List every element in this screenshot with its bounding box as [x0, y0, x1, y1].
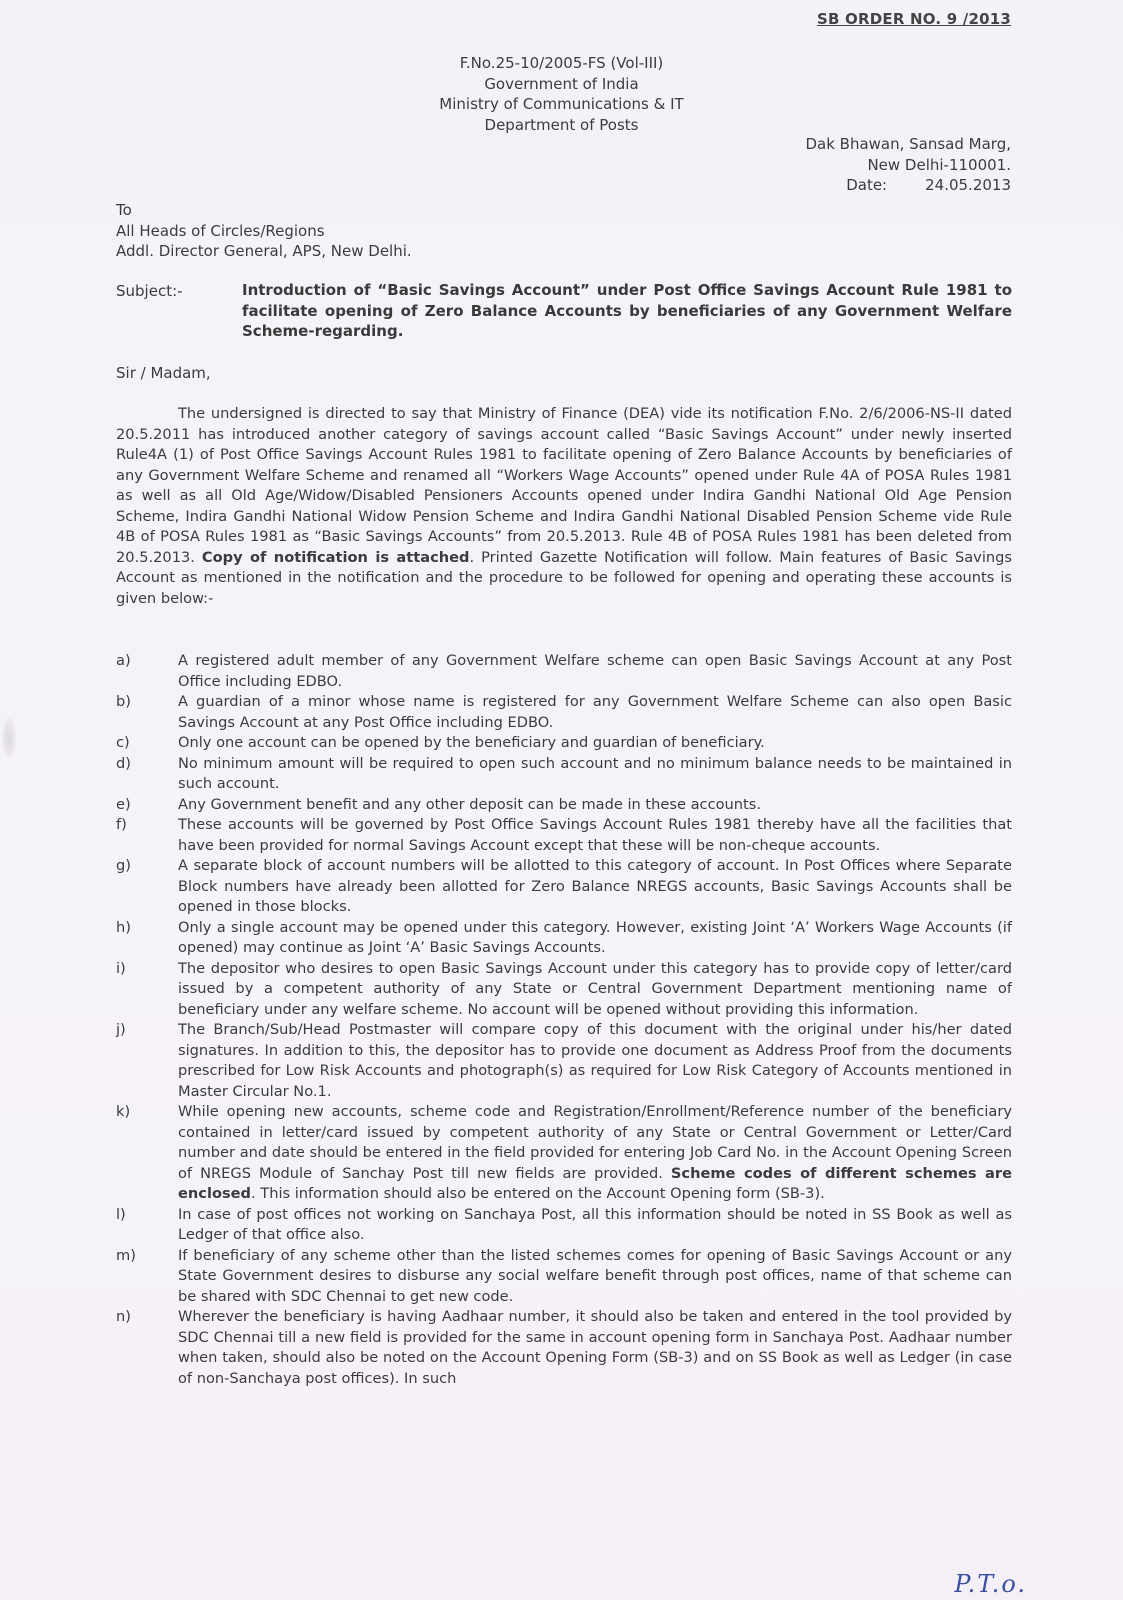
- item-text-before: While opening new accounts, scheme code and Registration/Enrollment/Reference number of the beneficiary contained in letter/card issued by competent authority of any State or Central Government or Letter/Card number and date should be entered in the field provided for entering Job Card No. in the Account Opening Screen of NREGS Module of Sanchay Post till new fields are provided.: [178, 1103, 1012, 1182]
- list-item: [116, 692, 1012, 733]
- item-text-bold: Scheme codes of different schemes are enclosed: [178, 1164, 1012, 1202]
- item-text: A separate block of account numbers will be allotted to this category of account. In Post Offices where Separate Block numbers have already been allotted for Zero Balance NREGS accounts, Basic Savings Accounts shall be opened in those blocks.: [178, 857, 1012, 915]
- item-marker: n): [116, 1308, 131, 1325]
- item-text: If beneficiary of any scheme other than the listed schemes comes for opening of Basic Savings Account or any State Government desires to disburse any social welfare benefit through post offices, name of that scheme can be shared with SDC Chennai to get new code.: [178, 1246, 1012, 1305]
- item-marker: l): [116, 1205, 126, 1223]
- date-label: Date:: [846, 176, 888, 194]
- salutation: Sir / Madam,: [116, 364, 211, 382]
- item-marker: c): [116, 734, 130, 751]
- item-marker: j): [116, 1021, 126, 1038]
- item-text: Only a single account may be opened under this category. However, existing Joint ‘A’ Workers Wage Accounts (if opened) may continue as Joint ‘A’ Basic Savings Accounts.: [178, 918, 1012, 956]
- item-text: In case of post offices not working on Sanchaya Post, all this information should be noted in SS Book as well as Ledger of that office also.: [178, 1205, 1012, 1243]
- item-text: Any Government benefit and any other deposit can be made in these accounts.: [178, 795, 761, 813]
- list-item: [116, 856, 1012, 918]
- item-text-after: . This information should also be entered on the Account Opening form (SB-3).: [251, 1185, 825, 1202]
- list-item: [116, 754, 1012, 795]
- paragraph-part-1: The undersigned is directed to say that Ministry of Finance (DEA) vide its notification F.No. 2/6/2006-NS-II dated 20.5.2011 has introduced another category of savings account called “Basic Savings Account” under newly inserted Rule4A (1) of Post Office Savings Account Rules 1981 to facilitate opening of Zero Balance Accounts by beneficiaries of any Government Welfare Scheme and renamed all “Workers Wage Accounts” opened under Rule 4A of POSA Rules 1981 as well as all Old Age/Widow/Disabled Pensioners Accounts opened under Indira Gandhi National Old Age Pension Scheme, Indira Gandhi National Widow Pension Scheme and Indira Gandhi National Disabled Pension Scheme vide Rule 4B of POSA Rules 1981 as “Basic Savings Accounts” from 20.5.2013. Rule 4B of POSA Rules 1981 has been deleted from 20.5.2013.: [116, 405, 1012, 566]
- list-item: [116, 1020, 1012, 1102]
- item-marker: h): [116, 918, 131, 936]
- list-item: [116, 918, 1012, 959]
- ministry-line: Ministry of Communications & IT: [439, 95, 684, 113]
- paragraph-bold: Copy of notification is attached: [201, 548, 470, 566]
- sender-address: [805, 134, 1011, 196]
- file-number: F.No.25-10/2005-FS (Vol-III): [459, 54, 664, 72]
- item-text: Only one account can be opened by the beneficiary and guardian of beneficiary.: [178, 734, 765, 751]
- address-line-2: New Delhi-110001.: [867, 155, 1011, 174]
- date-row: [805, 175, 1011, 196]
- list-item: [116, 733, 1012, 754]
- recipient-line-2: Addl. Director General, APS, New Delhi.: [116, 242, 412, 260]
- subject-text: Introduction of “Basic Savings Account” under Post Office Savings Account Rule 1981 to facilitate opening of Zero Balance Accounts by beneficiaries of any Government Welfare Scheme-regarding.: [242, 281, 1012, 340]
- paragraph-part-2: . Printed Gazette Notification will follow. Main features of Basic Savings Account as mentioned in the notification and the procedure to be followed for opening and operating these accounts is given below:-: [116, 548, 1012, 607]
- list-item: [116, 1205, 1012, 1246]
- item-text: A guardian of a minor whose name is registered for any Government Welfare Scheme can also open Basic Savings Account at any Post Office including EDBO.: [178, 693, 1012, 731]
- item-marker: d): [116, 754, 131, 772]
- subject-label: Subject:-: [116, 282, 183, 300]
- department-line: Department of Posts: [484, 115, 639, 134]
- main-paragraph: [116, 404, 1012, 609]
- list-item: [116, 815, 1012, 856]
- item-text: The Branch/Sub/Head Postmaster will compare copy of this document with the original under his/her dated signatures. In addition to this, the depositor has to provide one document as Address Proof from the documents prescribed for Low Risk Accounts and photograph(s) as required for Low Risk Category of Accounts mentioned in Master Circular No.1.: [178, 1021, 1012, 1100]
- order-number: SB ORDER NO. 9 /2013: [816, 10, 1011, 28]
- pto-handwritten-note: P.T.o.: [954, 1570, 1027, 1598]
- item-marker: g): [116, 857, 131, 874]
- item-text: Wherever the beneficiary is having Aadhaar number, it should also be taken and entered in the tool provided by SDC Chennai till a new field is provided for the same in account opening form in Sanchaya Post. Aadhaar number when taken, should also be noted on the Account Opening Form (SB-3) and on SS Book as well as Ledger (in case of non-Sanchaya post offices). In such: [178, 1308, 1012, 1387]
- features-list: [116, 651, 1012, 1389]
- government-line: Government of India: [484, 74, 639, 93]
- date-value: 24.05.2013: [925, 176, 1011, 194]
- item-text: These accounts will be governed by Post Office Savings Account Rules 1981 thereby have all the facilities that have been provided for normal Savings Account except that these will be non-cheque accounts.: [178, 816, 1012, 854]
- item-marker: f): [116, 816, 127, 833]
- address-line-1: Dak Bhawan, Sansad Marg,: [805, 135, 1011, 153]
- item-text: [178, 1102, 1012, 1205]
- letterhead: [0, 53, 1123, 135]
- recipient-line-1: All Heads of Circles/Regions: [116, 221, 325, 240]
- list-item: [116, 959, 1012, 1021]
- item-marker: a): [116, 652, 131, 669]
- list-item: [116, 1246, 1012, 1308]
- item-text: A registered adult member of any Government Welfare scheme can open Basic Savings Account at any Post Office including EDBO.: [178, 652, 1012, 690]
- item-text: No minimum amount will be required to open such account and no minimum balance needs to be maintained in such account.: [178, 754, 1012, 792]
- list-item: [116, 1307, 1012, 1389]
- item-text: The depositor who desires to open Basic Savings Account under this category has to provide copy of letter/card issued by a competent authority of any State or Central Government Department mentioning name of beneficiary under any welfare scheme. No account will be opened without providing this information.: [178, 959, 1012, 1018]
- item-marker: e): [116, 795, 131, 813]
- list-item: [116, 795, 1012, 816]
- scan-smudge: [2, 718, 16, 758]
- recipient-block: [116, 200, 412, 262]
- item-marker: b): [116, 693, 131, 710]
- list-item: [116, 1102, 1012, 1205]
- item-marker: m): [116, 1246, 136, 1264]
- item-marker: i): [116, 959, 126, 977]
- list-item: [116, 651, 1012, 692]
- to-label: To: [116, 201, 132, 219]
- item-marker: k): [116, 1103, 131, 1120]
